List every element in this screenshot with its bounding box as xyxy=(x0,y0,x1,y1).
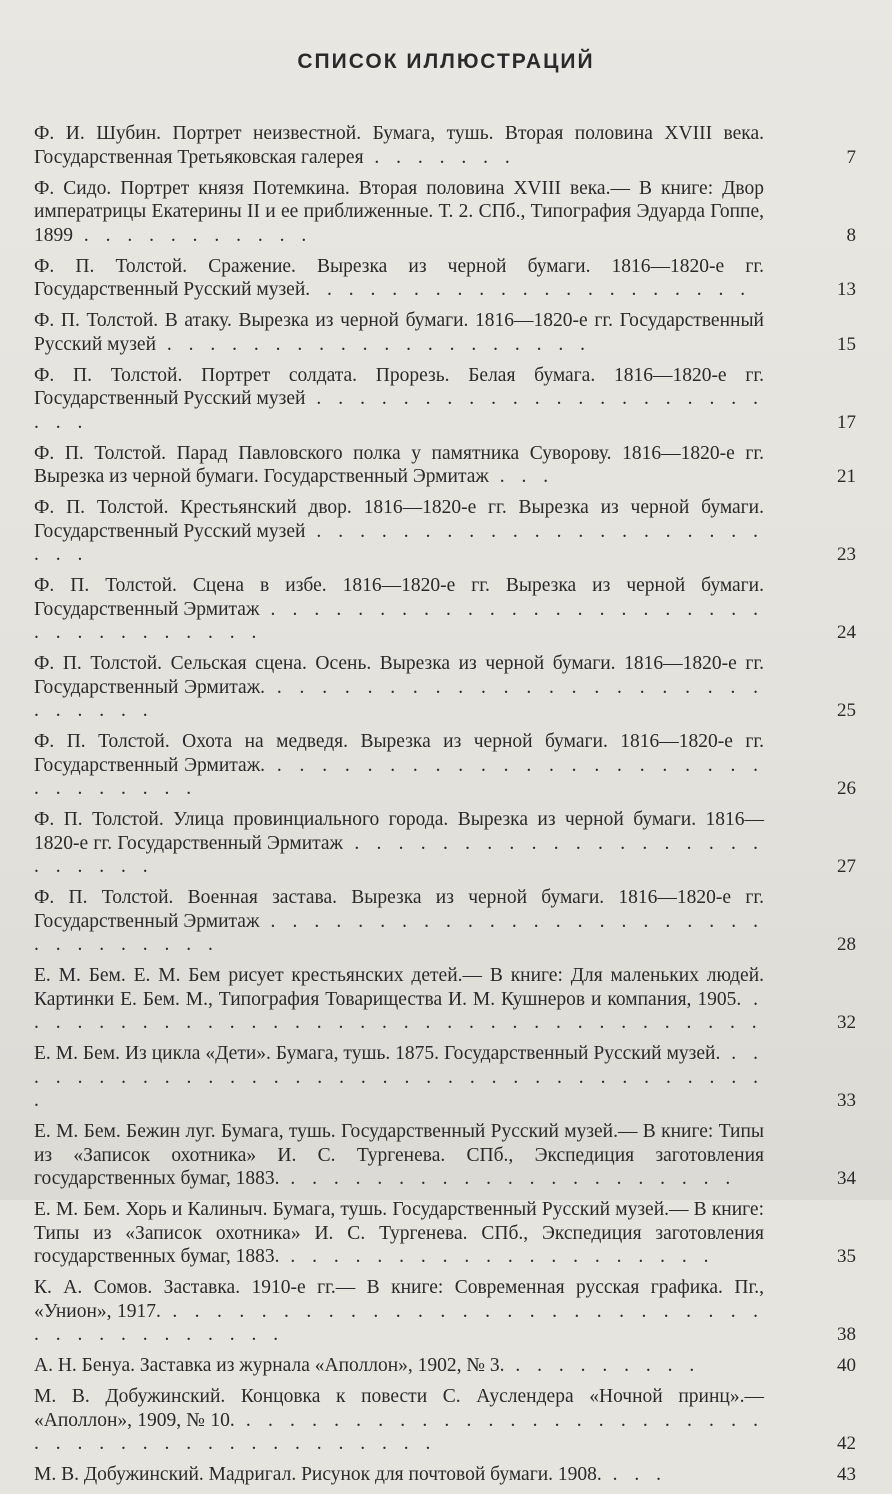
leader-dots: . . . . . . . . . . . . . . . . . . . . . . . . . . . . . . . . . . . xyxy=(34,988,764,1033)
list-item xyxy=(34,177,864,248)
leader-dots: . . . . . . . . . . . . . . . . . . . . . . . . xyxy=(34,520,764,565)
page-number: 26 xyxy=(837,778,856,799)
leader-dots: . . . . . . . . . . . . . . . . . . . . xyxy=(279,1246,715,1267)
list-item xyxy=(34,574,864,645)
entry-description xyxy=(34,808,764,879)
entry-text: Ф. П. Толстой. Крестьянский двор. 1816—1820-е гг. Вырезка из черной бумаги. Государственный Русский музей xyxy=(34,497,764,542)
page-number: 35 xyxy=(837,1246,856,1267)
page-number: 33 xyxy=(837,1090,856,1111)
leader-dots: . . . . . . . . . . . . . . . . . . . . . xyxy=(305,279,752,300)
entry-text: Ф. П. Толстой. Парад Павловского полка у памятника Суворову. 1816—1820-е гг. Вырезка из черной бумаги. Государственный Эрмитаж xyxy=(34,442,764,487)
leader-dots: . . . . . . . . . . . . . . . . . . . . . . . . . xyxy=(34,832,764,877)
page-title: СПИСОК ИЛЛЮСТРАЦИЙ xyxy=(297,50,595,73)
page-number: 40 xyxy=(837,1355,856,1376)
leader-dots: . . . . . . . . . . . . . . . . . . . . xyxy=(156,333,592,355)
entry-text: Е. М. Бем. Из цикла «Дети». Бумага, тушь. 1875. Государственный Русский музей. xyxy=(34,1043,721,1064)
page-number: 28 xyxy=(837,934,856,955)
list-item xyxy=(34,122,864,169)
entry-text: Ф. П. Толстой. В атаку. Вырезка из черной бумаги. 1816—1820-е гг. Государственный Русский музей xyxy=(34,310,764,355)
leader-dots: . . . . . . . . . . . . . . . . . . . . . . . . . . . . . . . . . . . . . . . . . . . xyxy=(34,1409,765,1454)
entry-text: Е. М. Бем. Е. М. Бем рисует крестьянских детей.— В книге: Для маленьких людей. Картинки Е. Бем. М., Типография Товарищества И. М. Кушнеров и компания, 1905. xyxy=(34,965,764,1010)
list-item xyxy=(34,964,864,1035)
entry-description xyxy=(34,1120,764,1191)
page-number: 8 xyxy=(846,224,856,246)
leader-dots: . . . . . . . . . . . . . . . . . . . . . . . . . . . . . . . . . . . . . . . xyxy=(34,1300,765,1345)
entry-text: А. Н. Бенуа. Заставка из журнала «Аполлон», 1902, № 3. xyxy=(34,1355,505,1376)
leader-dots: . . . . . . . xyxy=(363,146,516,168)
page-number: 27 xyxy=(837,856,856,877)
leader-dots: . . . . . . . . . . . . . . . . . . . . . xyxy=(279,1168,737,1189)
entry-text: Ф. П. Толстой. Портрет солдата. Прорезь. Белая бумага. 1816—1820-е гг. Государственный Русский музей xyxy=(34,364,764,409)
list-item xyxy=(34,1042,864,1113)
page-number: 32 xyxy=(837,1012,856,1033)
entry-description xyxy=(34,1354,764,1378)
list-item xyxy=(34,309,864,356)
entry-text: Ф. П. Толстой. Сцена в избе. 1816—1820-е гг. Вырезка из черной бумаги. Государственный Эрмитаж xyxy=(34,575,764,620)
list-item xyxy=(34,1354,864,1378)
page-number: 24 xyxy=(837,622,856,643)
page-number: 7 xyxy=(846,146,856,168)
entry-description xyxy=(34,574,764,645)
entry-text: М. В. Добужинский. Концовка к повести С. Ауслендера «Ночной принц».— «Аполлон», 1909, № 10. xyxy=(34,1386,764,1431)
entry-text: Ф. И. Шубин. Портрет неизвестной. Бумага, тушь. Вторая половина XVIII века. Государственная Третьяковская галерея xyxy=(34,123,764,168)
list-item xyxy=(34,1276,864,1347)
entry-text: Ф. Сидо. Портрет князя Потемкина. Вторая половина XVIII века.— В книге: Двор императрицы Екатерины II и ее приближенные. Т. 2. СПб., Типография Эдуарда Гоппе, 1899 xyxy=(34,177,764,246)
page-number: 34 xyxy=(837,1168,856,1189)
page-number: 25 xyxy=(837,700,856,721)
entry-description xyxy=(34,1042,764,1113)
list-item xyxy=(34,1385,864,1456)
entry-text: Ф. П. Толстой. Охота на медведя. Вырезка из черной бумаги. 1816—1820-е гг. Государственный Эрмитаж. xyxy=(34,731,764,776)
entry-text: Е. М. Бем. Хорь и Калиныч. Бумага, тушь. Государственный Русский музей.— В книге: Типы из «Записок охотника» И. С. Тургенева. СПб., Экспедиция заготовления государственных бумаг, 1883. xyxy=(34,1199,764,1267)
entry-description xyxy=(34,730,764,801)
entry-description xyxy=(34,255,764,302)
list-item xyxy=(34,652,864,723)
leader-dots: . . . . . . . . . . . . . . . . . . . . . . . . . . . . xyxy=(34,676,764,721)
entry-description xyxy=(34,886,764,957)
illustrations-list xyxy=(34,122,864,1494)
list-item xyxy=(34,1463,864,1487)
list-item xyxy=(34,730,864,801)
entry-text: М. В. Добужинский. Мадригал. Рисунок для почтовой бумаги. 1908. xyxy=(34,1464,602,1485)
entry-text: Ф. П. Толстой. Сельская сцена. Осень. Вырезка из черной бумаги. 1816—1820-е гг. Государственный Эрмитаж. xyxy=(34,653,764,698)
leader-dots: . . . xyxy=(601,1464,668,1485)
entry-text: К. А. Сомов. Заставка. 1910-е гг.— В книге: Современная русская графика. Пг., «Унион», 1917. xyxy=(34,1277,764,1322)
leader-dots: . . . . . . . . . . . xyxy=(73,224,313,246)
entry-description xyxy=(34,1463,764,1487)
entry-text: Ф. П. Толстой. Сражение. Вырезка из черной бумаги. 1816—1820-е гг. Государственный Русский музей xyxy=(34,255,764,300)
page-number: 13 xyxy=(837,279,856,300)
page-number: 23 xyxy=(837,544,856,565)
page-number: 17 xyxy=(837,411,856,433)
leader-dots: . . . . . . . . . . . . . . . . . . . . . . . . . . . . . . . . . . xyxy=(34,598,764,643)
leader-dots: . . . xyxy=(488,466,555,487)
entry-text: Ф. П. Толстой. Военная застава. Вырезка из черной бумаги. 1816—1820-е гг. Государственный Эрмитаж xyxy=(34,887,764,932)
list-item xyxy=(34,255,864,302)
page-number: 21 xyxy=(837,466,856,487)
entry-text: Е. М. Бем. Бежин луг. Бумага, тушь. Государственный Русский музей.— В книге: Типы из «Записок охотника» И. С. Тургенева. СПб., Экспедиция заготовления государственных бумаг, 1883. xyxy=(34,1121,764,1189)
entry-description xyxy=(34,122,764,169)
leader-dots: . . . . . . . . . . . . . . . . . . . . . . . . . . . . . . xyxy=(34,754,764,799)
entry-text: Ф. П. Толстой. Улица провинциального города. Вырезка из черной бумаги. 1816—1820-е гг. Государственный Эрмитаж xyxy=(34,809,764,854)
entry-description xyxy=(34,442,764,489)
leader-dots: . . . . . . . . . xyxy=(504,1355,701,1376)
entry-description xyxy=(34,496,764,567)
entry-description xyxy=(34,1385,764,1456)
list-item xyxy=(34,1198,864,1269)
leader-dots: . . . . . . . . . . . . . . . . . . . . . . . . . . . . . . . . xyxy=(34,910,764,955)
entry-description xyxy=(34,1276,764,1347)
list-item xyxy=(34,442,864,489)
entry-description xyxy=(34,652,764,723)
entry-description xyxy=(34,364,764,435)
list-item xyxy=(34,364,864,435)
page-number: 38 xyxy=(837,1324,856,1345)
page-number: 43 xyxy=(837,1464,856,1485)
entry-description xyxy=(34,1198,764,1269)
leader-dots: . . . . . . . . . . . . . . . . . . . . . . . . xyxy=(34,388,764,433)
entry-description xyxy=(34,964,764,1035)
page-number: 15 xyxy=(837,333,856,355)
entry-description xyxy=(34,177,764,248)
list-item xyxy=(34,496,864,567)
entry-description xyxy=(34,309,764,356)
list-item xyxy=(34,1120,864,1191)
page-number: 42 xyxy=(837,1433,856,1454)
list-item xyxy=(34,808,864,879)
leader-dots: . . . . . . . . . . . . . . . . . . . . . . . . . . . . . . . . . . . . . xyxy=(34,1043,764,1111)
list-item xyxy=(34,886,864,957)
